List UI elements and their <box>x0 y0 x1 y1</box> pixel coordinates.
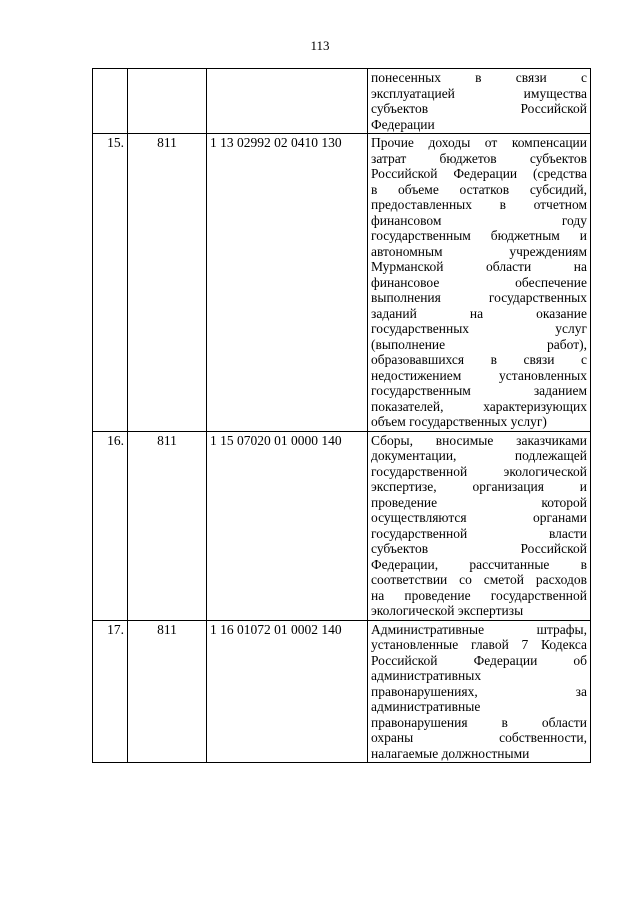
revenue-codes-table <box>92 68 591 763</box>
description-line: осуществляются органами <box>371 510 587 525</box>
description-line: Федерации <box>371 116 435 132</box>
description-line: (выполнение работ), <box>371 336 587 352</box>
budget-classification-code-cell: 1 15 07020 01 0000 140 <box>207 431 368 620</box>
description-line: предоставленных в отчетном <box>371 197 587 212</box>
administrator-code-cell <box>128 69 207 134</box>
administrator-code-cell: 811 <box>128 134 207 432</box>
row-number-cell <box>93 69 128 134</box>
description-line: административных <box>371 668 482 683</box>
description-line: на проведение государственной <box>371 587 587 603</box>
page-number: 113 <box>310 38 330 53</box>
description-line: Сборы, вносимые заказчиками <box>371 432 587 448</box>
description-line: Административные штрафы, <box>371 621 587 637</box>
description-line: государственным бюджетным и <box>371 228 587 243</box>
description-line: образовавшихся в связи с <box>371 352 587 367</box>
description-line: Прочие доходы от компенсации <box>371 135 587 150</box>
description-line: субъектов Российской <box>371 541 587 556</box>
revenue-description-cell <box>368 431 591 620</box>
table-row <box>93 134 591 432</box>
description-line: государственной экологической <box>371 463 587 479</box>
revenue-description-cell <box>368 134 591 432</box>
description-line: экспертизе, организация и <box>371 479 587 494</box>
description-line: охраны собственности, <box>371 730 587 745</box>
description-line: субъектов Российской <box>371 101 587 116</box>
table-row <box>93 431 591 620</box>
description-line: Российской Федерации об <box>371 652 587 668</box>
description-line: государственных услуг <box>371 321 587 336</box>
description-line: проведение которой <box>371 494 587 510</box>
budget-classification-code-cell <box>207 69 368 134</box>
budget-classification-code-cell: 1 16 01072 01 0002 140 <box>207 620 368 763</box>
description-line: Российской Федерации (средства <box>371 166 587 181</box>
description-line: объем государственных услуг) <box>371 414 547 429</box>
description-line: установленные главой 7 Кодекса <box>371 637 587 652</box>
description-line: понесенных в связи с <box>371 70 587 85</box>
description-line: автономным учреждениям <box>371 243 587 259</box>
description-line: налагаемые должностными <box>371 745 530 761</box>
row-number-cell: 17. <box>93 620 128 763</box>
administrator-code-cell: 811 <box>128 431 207 620</box>
description-line: финансовом году <box>371 212 587 228</box>
row-number-cell: 16. <box>93 431 128 620</box>
table-row <box>93 69 591 134</box>
description-line: Мурманской области на <box>371 259 587 274</box>
description-line: недостижением установленных <box>371 367 587 383</box>
description-line: экологической экспертизы <box>371 603 524 618</box>
description-line: соответствии со сметой расходов <box>371 572 587 587</box>
description-line: финансовое обеспечение <box>371 274 587 290</box>
description-line: Федерации, рассчитанные в <box>371 556 587 572</box>
revenue-description-cell <box>368 620 591 763</box>
description-line: административные <box>371 699 481 714</box>
description-line: в объеме остатков субсидий, <box>371 181 587 197</box>
description-line: правонарушения в области <box>371 714 587 730</box>
description-line: выполнения государственных <box>371 290 587 305</box>
description-line: затрат бюджетов субъектов <box>371 150 587 166</box>
description-line: заданий на оказание <box>371 305 587 321</box>
description-line: показателей, характеризующих <box>371 398 587 414</box>
table-row <box>93 620 591 763</box>
description-line: эксплуатацией имущества <box>371 85 587 101</box>
description-line: документации, подлежащей <box>371 448 587 463</box>
administrator-code-cell: 811 <box>128 620 207 763</box>
table-body <box>93 69 591 763</box>
description-line: правонарушениях, за <box>371 683 587 699</box>
revenue-description-cell <box>368 69 591 134</box>
budget-classification-code-cell: 1 13 02992 02 0410 130 <box>207 134 368 432</box>
description-line: государственной власти <box>371 525 587 541</box>
row-number-cell: 15. <box>93 134 128 432</box>
description-line: государственным заданием <box>371 383 587 398</box>
